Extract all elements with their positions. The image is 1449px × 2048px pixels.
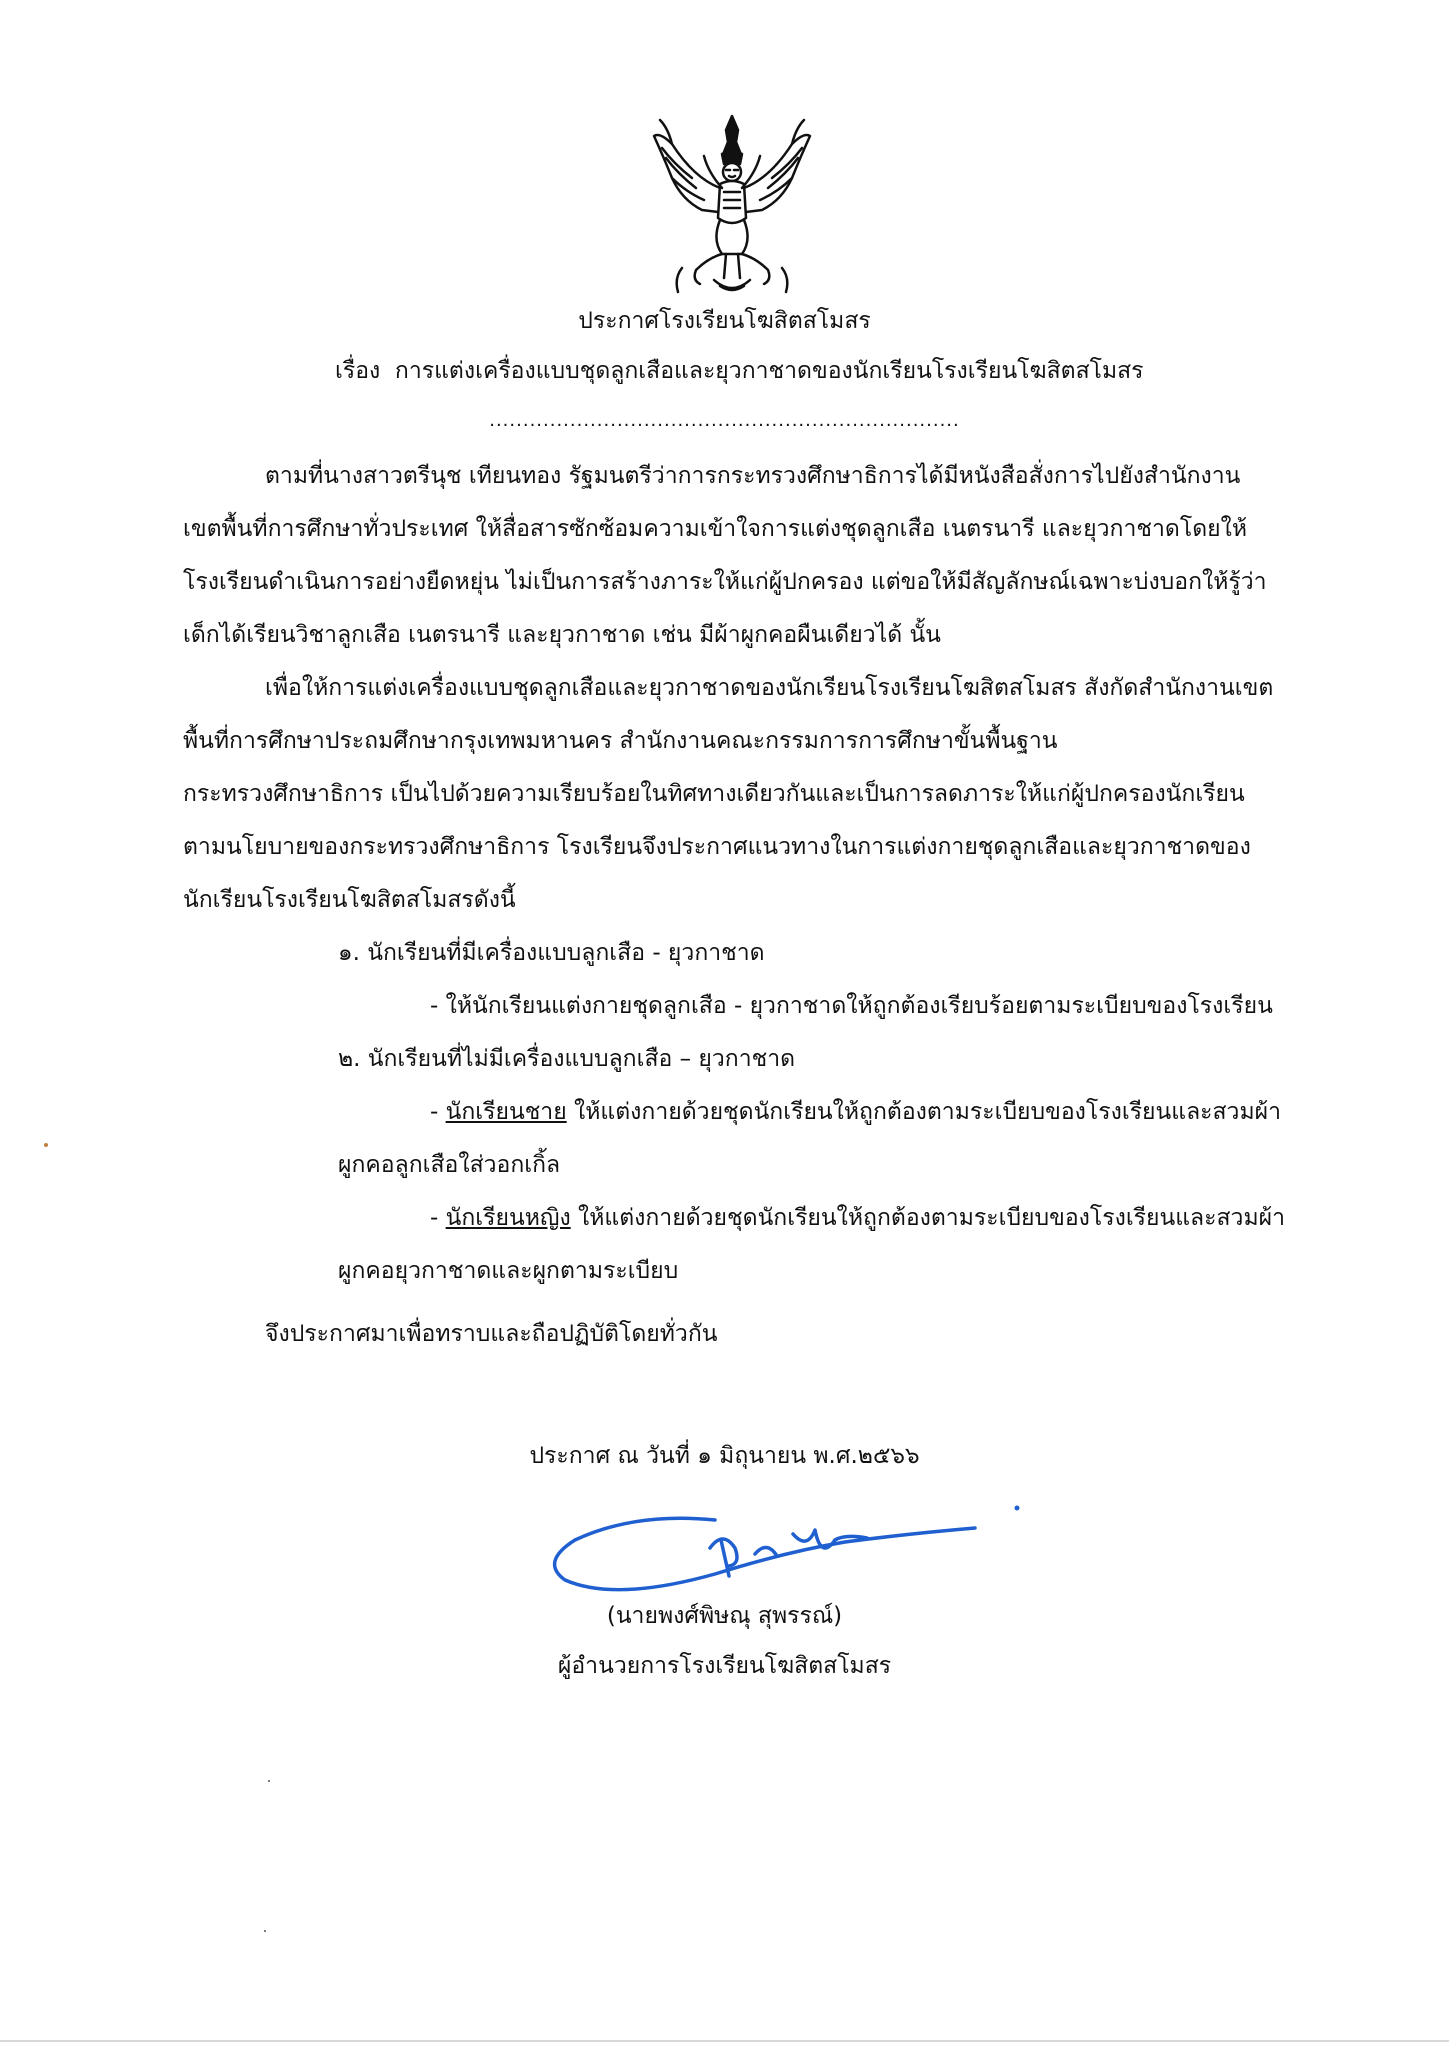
subject-label: เรื่อง bbox=[335, 358, 381, 384]
scan-speck bbox=[264, 1930, 266, 1932]
female-prefix: - bbox=[430, 1205, 446, 1231]
signature-icon bbox=[545, 1490, 1025, 1610]
announcement-title: ประกาศโรงเรียนโฆสิตสโมสร bbox=[578, 308, 871, 334]
scan-speck bbox=[268, 1780, 270, 1782]
paragraph-1-line-4: เด็กได้เรียนวิชาลูกเสือ เนตรนารี และยุวกาชาด เช่น มีผ้าผูกคอผืนเดียวได้ นั้น bbox=[183, 622, 941, 648]
page-bottom-edge bbox=[0, 2040, 1449, 2042]
closing-statement: จึงประกาศมาเพื่อทราบและถือปฏิบัติโดยทั่วกัน bbox=[265, 1321, 718, 1347]
scan-speck bbox=[44, 1143, 48, 1147]
item-2-title: ๒. นักเรียนที่ไม่มีเครื่องแบบลูกเสือ – ยุวกาชาด bbox=[338, 1046, 796, 1072]
item-1-title: ๑. นักเรียนที่มีเครื่องแบบลูกเสือ - ยุวกาชาด bbox=[338, 940, 765, 966]
signer-name: (นายพงศ์พิษณุ สุพรรณ์) bbox=[606, 1603, 843, 1629]
paragraph-1-line-2: เขตพื้นที่การศึกษาทั่วประเทศ ให้สื่อสารซักซ้อมความเข้าใจการแต่งชุดลูกเสือ เนตรนารี และยุวกาชาดโดยให้ bbox=[183, 516, 1248, 542]
announcement-date: ประกาศ ณ วันที่ ๑ มิถุนายน พ.ศ.๒๕๖๖ bbox=[529, 1443, 920, 1469]
paragraph-2-line-2: พื้นที่การศึกษาประถมศึกษากรุงเทพมหานคร สำนักงานคณะกรรมการการศึกษาขั้นพื้นฐาน bbox=[183, 728, 1058, 754]
paragraph-2-line-1: เพื่อให้การแต่งเครื่องแบบชุดลูกเสือและยุวกาชาดของนักเรียนโรงเรียนโฆสิตสโมสร สังกัดสำนักงานเขต bbox=[265, 675, 1274, 701]
paragraph-2-line-5: นักเรียนโรงเรียนโฆสิตสโมสรดังนี้ bbox=[183, 887, 516, 913]
title-divider: ...................................................................... bbox=[489, 410, 960, 431]
item-2-female bbox=[430, 1202, 1285, 1234]
item-1-detail: - ให้นักเรียนแต่งกายชุดลูกเสือ - ยุวกาชาดให้ถูกต้องเรียบร้อยตามระเบียบของโรงเรียน bbox=[430, 993, 1273, 1019]
garuda-emblem-icon bbox=[642, 108, 822, 298]
male-text: ให้แต่งกายด้วยชุดนักเรียนให้ถูกต้องตามระเบียบของโรงเรียนและสวมผ้า bbox=[566, 1099, 1282, 1125]
item-2-male-line-2: ผูกคอลูกเสือใส่วอกเกิ้ล bbox=[338, 1152, 561, 1178]
female-text: ให้แต่งกายด้วยชุดนักเรียนให้ถูกต้องตามระเบียบของโรงเรียนและสวมผ้า bbox=[570, 1205, 1286, 1231]
announcement-subject bbox=[335, 355, 1144, 387]
signer-position: ผู้อำนวยการโรงเรียนโฆสิตสโมสร bbox=[557, 1653, 892, 1679]
male-label: นักเรียนชาย bbox=[445, 1099, 567, 1125]
paragraph-1-line-3: โรงเรียนดำเนินการอย่างยืดหยุ่น ไม่เป็นการสร้างภาระให้แก่ผู้ปกครอง แต่ขอให้มีสัญลักษณ์เฉพาะบ่งบอกให้รู้ว่า bbox=[183, 569, 1267, 595]
item-2-male bbox=[430, 1096, 1281, 1128]
item-2-female-line-2: ผูกคอยุวกาชาดและผูกตามระเบียบ bbox=[338, 1258, 679, 1284]
male-prefix: - bbox=[430, 1099, 446, 1125]
paragraph-2-line-3: กระทรวงศึกษาธิการ เป็นไปด้วยความเรียบร้อยในทิศทางเดียวกันและเป็นการลดภาระให้แก่ผู้ปกครองนักเรียน bbox=[183, 781, 1245, 807]
female-label: นักเรียนหญิง bbox=[445, 1205, 571, 1231]
paragraph-2-line-4: ตามนโยบายของกระทรวงศึกษาธิการ โรงเรียนจึงประกาศแนวทางในการแต่งกายชุดลูกเสือและยุวกาชาดของ bbox=[183, 834, 1251, 860]
subject-text: การแต่งเครื่องแบบชุดลูกเสือและยุวกาชาดของนักเรียนโรงเรียนโฆสิตสโมสร bbox=[394, 358, 1144, 384]
paragraph-1-line-1: ตามที่นางสาวตรีนุช เทียนทอง รัฐมนตรีว่าการกระทรวงศึกษาธิการได้มีหนังสือสั่งการไปยังสำนักงาน bbox=[265, 463, 1241, 489]
